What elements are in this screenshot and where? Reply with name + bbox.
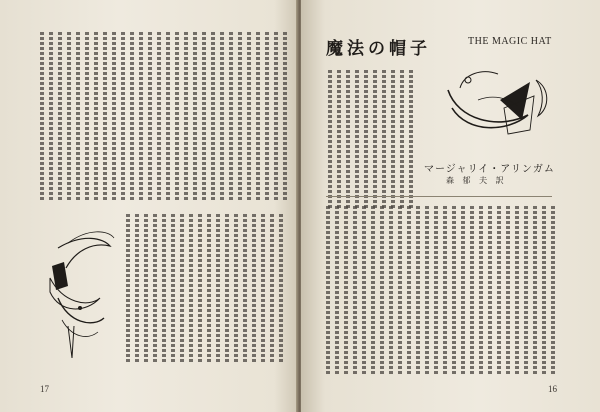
author-name: マージャリイ・アリンガム [424, 164, 555, 175]
left-abstract-illustration [38, 228, 116, 368]
right-abstract-illustration [438, 60, 554, 150]
story-title-english: THE MAGIC HAT [468, 36, 552, 47]
story-title: 魔法の帽子 [326, 39, 431, 59]
right-lower-text-block [326, 206, 558, 376]
left-lower-text-block-a [126, 214, 286, 364]
translator-name: 森 郁 夫 訳 [446, 176, 507, 185]
right-section-rule [326, 196, 552, 197]
left-page [0, 0, 298, 412]
right-upper-text-block [328, 70, 414, 210]
left-page-number: 17 [40, 384, 49, 394]
right-page-number: 16 [548, 384, 557, 394]
left-upper-text-block [40, 32, 290, 202]
